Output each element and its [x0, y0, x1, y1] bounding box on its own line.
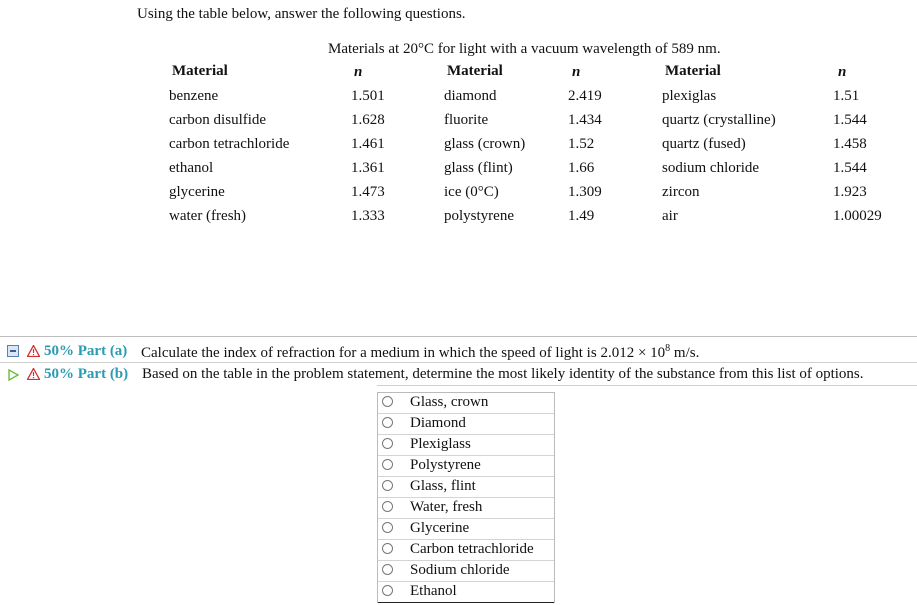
- part-a-units: m/s.: [673, 345, 700, 361]
- table-cell: 1.461: [351, 136, 385, 152]
- table-cell: 1.628: [351, 112, 385, 128]
- radio-button[interactable]: [382, 501, 393, 512]
- radio-button[interactable]: [382, 438, 393, 449]
- header-material-3: Material: [665, 63, 721, 79]
- table-cell: ethanol: [169, 160, 214, 176]
- radio-button[interactable]: [382, 396, 393, 407]
- table-cell: 1.361: [351, 160, 385, 176]
- table-cell: ice (0°C): [444, 184, 499, 200]
- table-cell: 1.00029: [833, 208, 882, 224]
- header-n-2: n: [572, 64, 581, 80]
- option-polystyrene[interactable]: [378, 456, 554, 477]
- table-cell: 1.51: [833, 88, 860, 104]
- divider: [0, 362, 917, 363]
- table-cell: 1.66: [568, 160, 595, 176]
- option-diamond[interactable]: [378, 414, 554, 435]
- table-cell: 1.544: [833, 160, 867, 176]
- collapse-icon[interactable]: [7, 345, 19, 362]
- option-label: Sodium chloride: [410, 562, 510, 578]
- table-cell: water (fresh): [169, 208, 247, 224]
- radio-button[interactable]: [382, 543, 393, 554]
- option-label: Glycerine: [410, 520, 470, 536]
- part-a-label[interactable]: 50% Part (a): [44, 343, 128, 359]
- divider: [377, 385, 917, 386]
- option-label: Water, fresh: [410, 499, 483, 515]
- table-cell: 1.458: [833, 136, 867, 152]
- options-list: [377, 392, 555, 603]
- table-cell: glycerine: [169, 184, 225, 200]
- option-label: Glass, flint: [410, 478, 476, 494]
- table-caption: Materials at 20°C for light with a vacuum wavelength of 589 nm.: [328, 41, 721, 57]
- option-plexiglass[interactable]: [378, 435, 554, 456]
- table-cell: zircon: [662, 184, 700, 200]
- table-cell: 1.434: [568, 112, 602, 128]
- intro-text: Using the table below, answer the following questions.: [137, 6, 466, 22]
- option-label: Ethanol: [410, 583, 457, 599]
- option-glass-flint[interactable]: [378, 477, 554, 498]
- radio-button[interactable]: [382, 585, 393, 596]
- table-cell: 1.473: [351, 184, 385, 200]
- option-ethanol[interactable]: [378, 582, 554, 603]
- radio-button[interactable]: [382, 417, 393, 428]
- header-n-1: n: [354, 64, 363, 80]
- table-cell: fluorite: [444, 112, 489, 128]
- table-cell: glass (crown): [444, 136, 526, 152]
- table-cell: air: [662, 208, 678, 224]
- table-cell: diamond: [444, 88, 497, 104]
- header-material-2: Material: [447, 63, 503, 79]
- table-cell: carbon tetrachloride: [169, 136, 290, 152]
- play-arrow-icon[interactable]: [8, 369, 19, 386]
- table-cell: plexiglas: [662, 88, 717, 104]
- table-cell: quartz (fused): [662, 136, 746, 152]
- warning-icon: [27, 345, 40, 362]
- part-b-label[interactable]: 50% Part (b): [44, 366, 129, 382]
- part-a-question: [141, 343, 699, 362]
- table-cell: quartz (crystalline): [662, 112, 776, 128]
- table-cell: 1.501: [351, 88, 385, 104]
- table-cell: 2.419: [568, 88, 602, 104]
- table-cell: benzene: [169, 88, 219, 104]
- part-b-question: Based on the table in the problem statement, determine the most likely identity of the substance from this list of options.: [142, 366, 864, 382]
- option-glycerine[interactable]: [378, 519, 554, 540]
- option-label: Glass, crown: [410, 394, 489, 410]
- radio-button[interactable]: [382, 480, 393, 491]
- option-water-fresh[interactable]: [378, 498, 554, 519]
- table-cell: 1.52: [568, 136, 595, 152]
- table-cell: 1.309: [568, 184, 602, 200]
- header-material-1: Material: [172, 63, 228, 79]
- option-label: Diamond: [410, 415, 466, 431]
- table-cell: glass (flint): [444, 160, 513, 176]
- table-cell: sodium chloride: [662, 160, 760, 176]
- option-label: Carbon tetrachloride: [410, 541, 534, 557]
- header-n-3: n: [838, 64, 847, 80]
- part-a-exponent: 8: [665, 343, 671, 354]
- table-cell: 1.333: [351, 208, 385, 224]
- table-cell: 1.923: [833, 184, 867, 200]
- table-cell: 1.544: [833, 112, 867, 128]
- part-a-text: Calculate the index of refraction for a medium in which the speed of light is 2.012 × 10: [141, 345, 666, 361]
- table-cell: polystyrene: [444, 208, 514, 224]
- table-cell: 1.49: [568, 208, 595, 224]
- option-label: Plexiglass: [410, 436, 471, 452]
- radio-button[interactable]: [382, 522, 393, 533]
- option-label: Polystyrene: [410, 457, 481, 473]
- warning-icon: [27, 368, 40, 385]
- divider: [0, 336, 917, 337]
- option-sodium-chloride[interactable]: [378, 561, 554, 582]
- radio-button[interactable]: [382, 459, 393, 470]
- radio-button[interactable]: [382, 564, 393, 575]
- table-cell: carbon disulfide: [169, 112, 267, 128]
- option-carbon-tetrachloride[interactable]: [378, 540, 554, 561]
- option-glass-crown[interactable]: [378, 393, 554, 414]
